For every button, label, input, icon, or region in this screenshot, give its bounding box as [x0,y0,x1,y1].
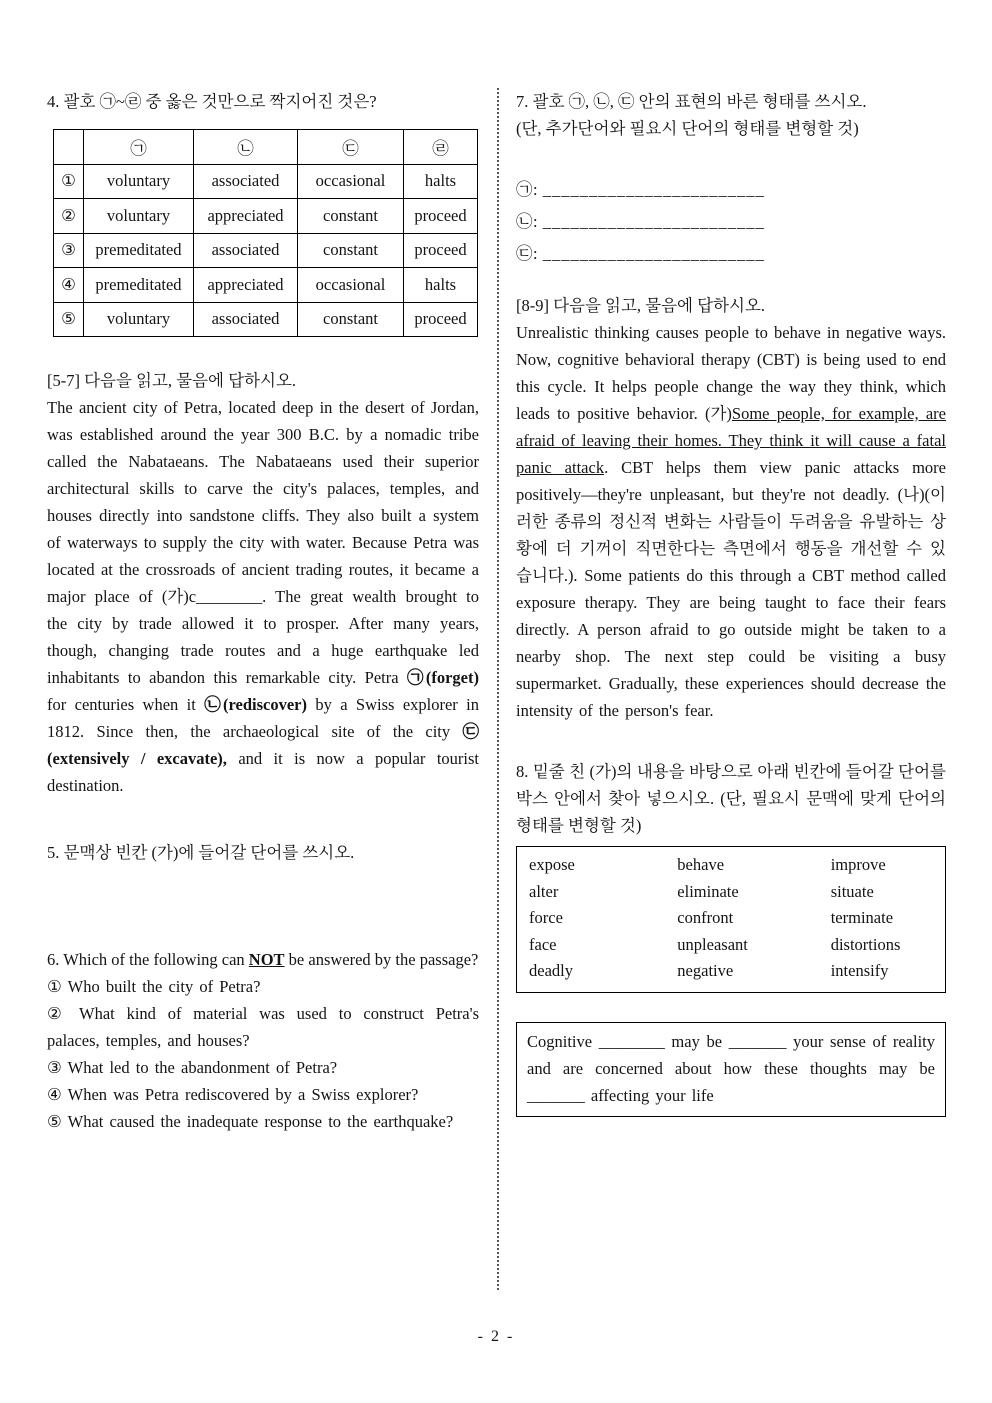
table-cell: occasional [298,164,404,199]
passage-89-header: [8-9] 다음을 읽고, 물음에 답하시오. [516,296,766,315]
word-box-item: negative [677,961,734,980]
table-cell: voluntary [84,199,194,234]
passage-57-segment: The ancient city of Petra, located deep in the desert of Jordan, was established around the year 300 B.C. by a nomadic tribe called the Nabataeans. The Nabataeans used their superior architectural skills to carve the city's palaces, temples, and houses directly into sandstone cliffs. They also built a system of waterways to supply the city with water. Because Petra was located at the crossroads of ancient trading routes, it became a major place of (가)c________. The great wealth brought to the city by trade allowed it to prosper. After many years, though, changing trade routes and a huge earthquake led inhabitants to abandon this remarkable city. Petra [47,398,479,687]
q5-title: 5. 문맥상 빈칸 (가)에 들어갈 단어를 쓰시오. [47,843,355,862]
left-column [47,88,479,1135]
passage-89-segment: Unrealistic thinking causes people to behave in negative ways. Now, cognitive behavioral therapy (CBT) is being used to end this cycle. It helps people change the way they think, which leads to positive behavior. (가) [516,323,946,423]
q6-title-prefix: 6. Which of the following can [47,950,249,969]
option-number-cell: ⑤ [54,302,84,337]
passage-57-segment: and it is now a popular tourist destination. [47,749,479,795]
passage-57-segment: by a Swiss explorer in 1812. Since then, the archaeological site of the city [47,695,479,741]
word-box-item: distortions [830,934,901,954]
word-box-item: alter [529,881,559,901]
table-header-cell: ㉠ [84,130,194,165]
option-number-cell: ② [54,199,84,234]
q7-title [516,88,946,142]
q4-title: 4. 괄호 ㉠~㉣ 중 옳은 것만으로 짝지어진 것은? [47,92,377,111]
word-box-item: improve [830,855,886,874]
q6-title-suffix: be answered by the passage? [284,950,479,969]
table-row [54,268,478,303]
option-number-cell: ① [54,164,84,199]
word-box-item: eliminate [677,881,739,901]
passage-57-header: [5-7] 다음을 읽고, 물음에 답하시오. [47,371,297,390]
q4-answer-table [53,129,478,337]
table-row [54,199,478,234]
q8-title: 8. 밑줄 친 (가)의 내용을 바탕으로 아래 빈칸에 들어갈 단어를 박스 안에서 찾아 넣으시오. (단, 필요시 문맥에 맞게 단어의 형태를 변형할 것) [516,762,946,835]
word-box-item: terminate [830,908,894,927]
table-cell: associated [194,302,298,337]
passage-89-segment: . CBT helps them view panic attacks more positively—they're unpleasant, but they're not deadly. (나)(이러한 종류의 정신적 변화는 사람들이 두려움을 유발하는 상황에 더 기꺼이 직면한다는 측면에서 행동을 개선할 수 있습니다.). Some patients do this through a CBT method called exposure therapy. They are being taught to face their fears directly. A person afraid to go outside might be taken to a nearby shop. The next step could be visiting a busy supermarket. Gradually, these experiences should decrease the intensity of the person's fear. [516,458,946,720]
q7-blank-row-2 [516,206,946,238]
passage-57-segment: for centuries when it [47,695,205,714]
q7-title-line1: 7. 괄호 ㉠, ㉡, ㉢ 안의 표현의 바른 형태를 쓰시오. [516,92,867,111]
blank-rediscover: ㉡(rediscover) [204,695,307,714]
cloze-text: Cognitive ________ may be _______ your sense of reality and are concerned about how these thoughts may be _______ affecting your life [527,1031,935,1105]
q7-title-line2: (단, 추가단어와 필요시 단어의 형태를 변형할 것) [516,119,859,138]
q6-option-1: ① Who built the city of Petra? [47,977,261,996]
word-box-item: behave [677,855,725,874]
table-header-cell [54,130,84,165]
word-box-item: confront [677,908,734,927]
table-cell: associated [194,164,298,199]
table-cell: appreciated [194,199,298,234]
q6-option-3: ③ What led to the abandonment of Petra? [47,1058,338,1077]
answer-blank-line: ________________________ [542,244,765,263]
table-cell: constant [298,302,404,337]
blank-label: ㉡: [516,212,539,231]
table-cell: proceed [404,199,478,234]
option-number-cell: ③ [54,233,84,268]
table-header-row [54,130,478,165]
table-cell: constant [298,233,404,268]
passage-89-text [516,319,946,724]
blank-excavate: ㉢(extensively / excavate), [47,722,479,768]
q7-blank-row-3 [516,238,946,270]
table-cell: associated [194,233,298,268]
word-box-item: expose [529,855,575,874]
table-row [54,302,478,337]
word-box-item: deadly [529,961,573,980]
table-cell: proceed [404,302,478,337]
q8-word-box [516,846,946,993]
word-box-item: face [529,934,557,954]
word-box-item: intensify [830,961,889,980]
column-divider [497,88,499,1290]
q7-answer-blanks [516,174,946,270]
table-cell: voluntary [84,164,194,199]
q6-title-not: NOT [248,950,285,969]
table-row [54,233,478,268]
blank-label: ㉠: [516,180,539,199]
word-box-item: unpleasant [677,934,748,954]
table-cell: occasional [298,268,404,303]
q7-blank-row-1 [516,174,946,206]
table-cell: premeditated [84,268,194,303]
q6-title [47,946,479,973]
answer-blank-line: ________________________ [542,180,765,199]
table-cell: appreciated [194,268,298,303]
blank-label: ㉢: [516,244,539,263]
option-number-cell: ④ [54,268,84,303]
table-cell: constant [298,199,404,234]
table-cell: halts [404,164,478,199]
underlined-sentence-ga: Some people, for example, are afraid of leaving their homes. They think it will cause a fatal panic attack [516,404,946,477]
table-cell: premeditated [84,233,194,268]
page-number: - 2 - [477,1328,515,1345]
q6-option-4: ④ When was Petra rediscovered by a Swiss explorer? [47,1085,419,1104]
table-header-cell: ㉢ [298,130,404,165]
table-cell: proceed [404,233,478,268]
q8-cloze-box [516,1022,946,1117]
right-column [516,88,946,1117]
table-header-cell: ㉡ [194,130,298,165]
word-box-item: force [529,908,563,927]
blank-forget: ㉠(forget) [407,668,479,687]
passage-57-text [47,394,479,799]
q6-block [47,946,479,1135]
answer-blank-line: ________________________ [542,212,765,231]
table-cell: halts [404,268,478,303]
table-cell: voluntary [84,302,194,337]
table-row [54,164,478,199]
word-box-item: situate [830,881,874,901]
q6-option-2: ② What kind of material was used to construct Petra's palaces, temples, and houses? [47,1004,479,1050]
table-header-cell: ㉣ [404,130,478,165]
q6-option-5: ⑤ What caused the inadequate response to the earthquake? [47,1112,454,1131]
